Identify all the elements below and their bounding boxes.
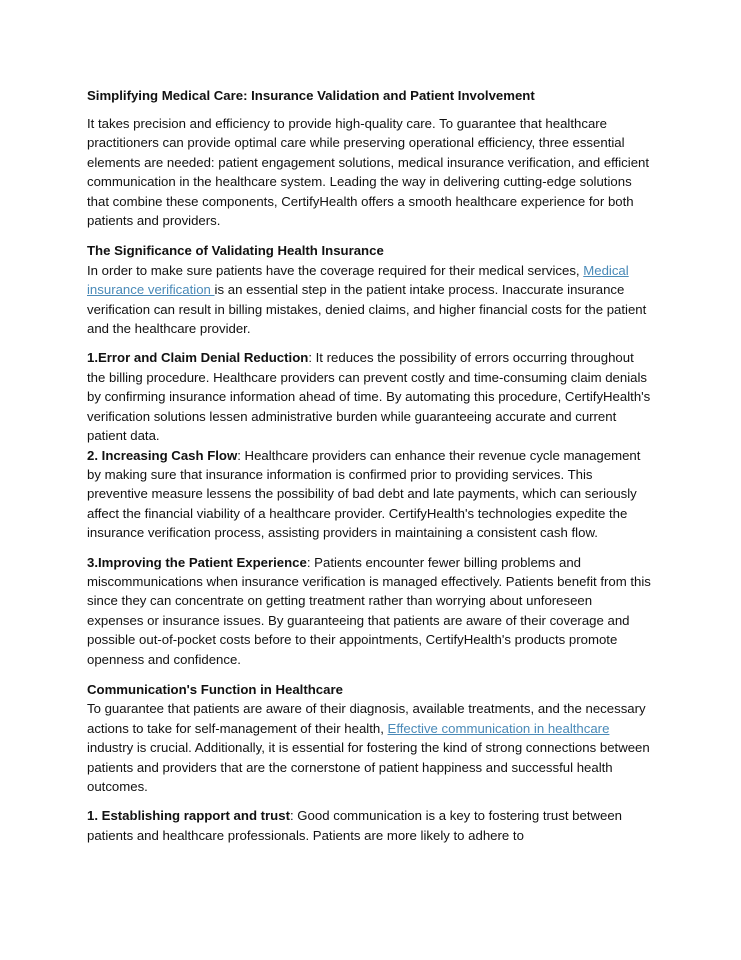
- point-rapport-trust: [87, 806, 652, 845]
- section-communication-text-after: industry is crucial. Additionally, it is essential for fostering the kind of strong connections between patients and providers that are the cornerstone of patient happiness and successful health outcomes.: [87, 740, 650, 794]
- point-text: : Good communication is a key to fostering trust between patients and healthcare professionals. Patients are more likely to adhere to: [87, 808, 623, 843]
- intro-paragraph: It takes precision and efficiency to provide high-quality care. To guarantee that healthcare practitioners can provide optimal care while preserving operational efficiency, three essential elements are needed: patient engagement solutions, medical insurance verification, and efficient communication in the healthcare system. Leading the way in delivering cutting-edge solutions that combine these components, CertifyHealth offers a smooth healthcare experience for both patients and providers.: [87, 116, 650, 229]
- point-heading: 2. Increasing Cash Flow: [87, 447, 238, 463]
- point-patient-experience: [87, 553, 652, 669]
- document-page: [87, 86, 652, 845]
- point-heading: 1.Error and Claim Denial Reduction: [87, 350, 309, 366]
- point-cash-flow: [87, 446, 652, 543]
- section-communication: [87, 680, 652, 796]
- point-error-reduction: [87, 348, 652, 445]
- section-heading-insurance: The Significance of Validating Health Insurance: [87, 243, 384, 259]
- document-title: Simplifying Medical Care: Insurance Validation and Patient Involvement: [87, 88, 535, 103]
- section-communication-text-before: To guarantee that patients are aware of their diagnosis, available treatments, and the necessary actions to take for self-management of their health,: [87, 701, 646, 736]
- section-insurance-text-before: In order to make sure patients have the coverage required for their medical services,: [87, 262, 584, 278]
- effective-communication-link[interactable]: Effective communication in healthcare: [387, 720, 610, 736]
- section-insurance-text-after: is an essential step in the patient intake process. Inaccurate insurance verification can result in billing mistakes, denied claims, and higher financial costs for the patient and the healthcare provider.: [87, 282, 647, 337]
- point-heading: 1. Establishing rapport and trust: [87, 808, 290, 824]
- section-insurance: [87, 241, 652, 338]
- point-heading: 3.Improving the Patient Experience: [87, 554, 307, 570]
- medical-insurance-verification-link[interactable]: Medical insurance verification: [87, 262, 629, 298]
- point-text: : Patients encounter fewer billing problems and miscommunications when insurance verification is managed effectively. Patients benefit from this since they can concentrate on getting treatment rather than worrying about unforeseen expenses or insurance issues. By guaranteeing that patients are aware of their coverage and possible out-of-pocket costs before to their appointments, CertifyHealth's products promote openness and confidence.: [87, 554, 651, 667]
- section-heading-communication: Communication's Function in Healthcare: [87, 681, 343, 697]
- point-text: : Healthcare providers can enhance their revenue cycle management by making sure that insurance information is confirmed prior to providing services. This preventive measure lessens the possibility of bad debt and late payments, which can seriously affect the financial viability of a healthcare provider. CertifyHealth's technologies expedite the insurance verification process, assisting providers in maintaining a consistent cash flow.: [87, 447, 641, 541]
- point-text: : It reduces the possibility of errors occurring throughout the billing procedure. Healthcare providers can prevent costly and time-consuming claim denials by confirming insurance information ahead of time. By automating this procedure, CertifyHealth's verification solutions lessen administrative burden while guaranteeing accurate and current patient data.: [87, 350, 651, 444]
